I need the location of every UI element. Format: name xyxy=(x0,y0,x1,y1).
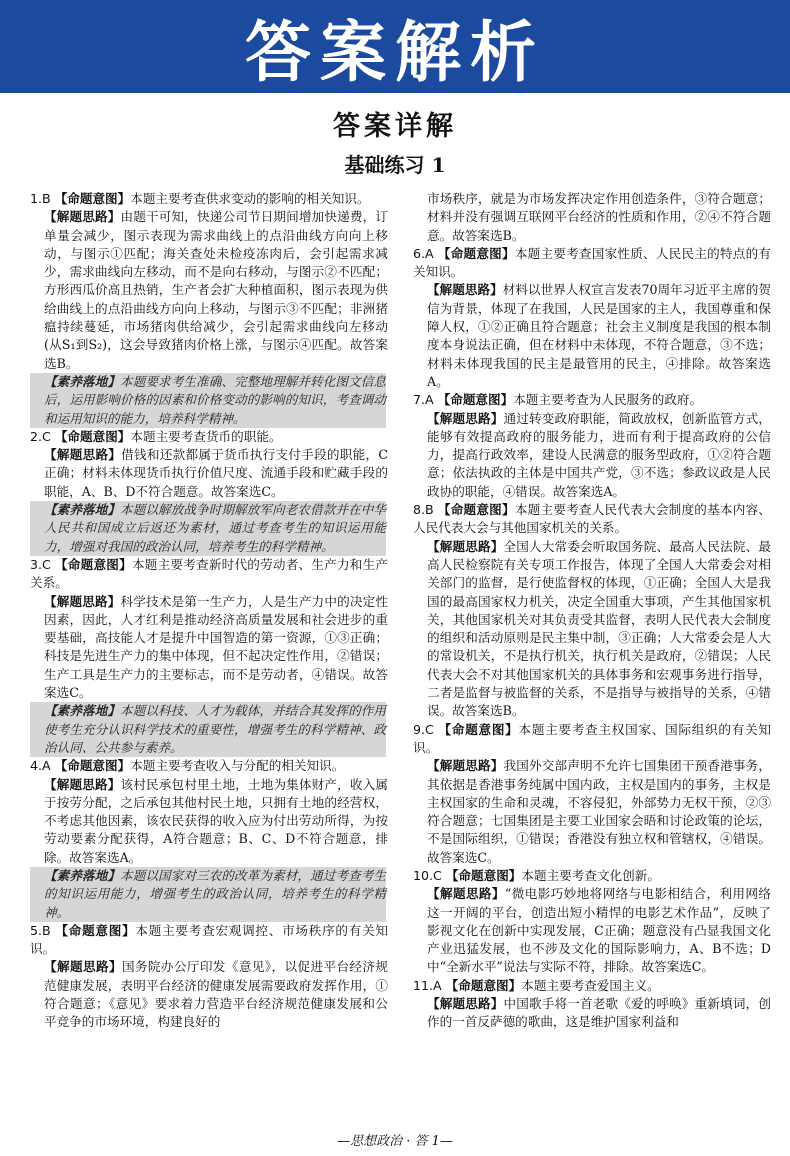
answer-text: 材料以世界人权宣言发表70周年习近平主席的贺信为背景，体现了在我国，人民是国家的主人，我国尊重和保障人权，①②正确且符合题意；社会主义制度是我国的根本制度本身说法正确，但在材料中未体现，不符合题意，③不选；材料未体现我国的民主是最管用的民主，④排除。故答案选A。 xyxy=(427,282,771,389)
answer-text: 由题干可知，快递公司节日期间增加快递费，订单量会减少，图示表现为需求曲线上的点沿曲线方向向上移动，与图示①匹配；海关查处未检疫冻肉后，会引起需求减少，需求曲线向左移动，而不是向右移动，与图示②不匹配；方形西瓜价高且热销，生产者会扩大种植面积，图示表现为供给曲线上的点沿曲线方向向上移动，与图示③不匹配；非洲猪瘟持续蔓延，市场猪肉供给减少，会引起需求曲线向左移动(从S₁到S₂)，这会导致猪肉价格上涨，与图示④匹配。故答案选B。 xyxy=(44,209,388,371)
answer-item xyxy=(30,428,388,446)
answer-text: 本题以科技、人才为载体，并结合其发挥的作用使考生充分认识科学技术的重要性，增强考生的科学精神、政治认同、公共参与素养。 xyxy=(44,703,387,755)
header-banner xyxy=(0,0,790,93)
answer-number: 2.C xyxy=(30,428,55,444)
section-tag: 【解题思路】 xyxy=(427,886,505,902)
answer-paragraph xyxy=(30,208,388,373)
answer-text: 本题主要考查文化创新。 xyxy=(521,867,660,883)
answer-item xyxy=(413,245,771,282)
answer-paragraph xyxy=(30,958,388,1031)
answer-paragraph xyxy=(30,446,388,501)
section-tag: 【素养落地】 xyxy=(44,373,121,389)
answer-text: 市场秩序，就是为市场发挥决定作用创造条件，③符合题意；材料并没有强调互联网平台经济的性质和作用，②④不符合题意。故答案选B。 xyxy=(427,191,771,243)
answer-item xyxy=(413,977,771,995)
answer-paragraph xyxy=(413,190,771,245)
answer-item xyxy=(30,922,388,959)
section-tag: 【素养落地】 xyxy=(44,502,121,518)
section-tag: 【命题意图】 xyxy=(437,392,514,408)
section-tag: 【解题思路】 xyxy=(44,209,121,225)
answer-number: 1.B xyxy=(30,191,55,206)
answer-paragraph xyxy=(413,757,771,867)
section-tag: 【命题意图】 xyxy=(55,556,132,572)
page-footer: —思想政治 · 答 1— xyxy=(337,1134,453,1149)
answer-paragraph xyxy=(413,281,771,391)
literacy-note xyxy=(30,501,386,556)
answer-text: 本题主要考查人民代表大会制度的基本内容、人民代表大会与其他国家机关的关系。 xyxy=(413,502,771,536)
answer-text: 中国歌手将一首老歌《爱的呼唤》重新填词，创作的一首反萨德的歌曲，这是维护国家利益和 xyxy=(427,996,771,1030)
left-column xyxy=(30,190,388,1140)
answer-item xyxy=(413,501,771,538)
answer-text: 本题主要考查爱国主义。 xyxy=(521,977,660,993)
answer-number: 5.B xyxy=(30,922,56,938)
section-tag: 【命题意图】 xyxy=(445,867,522,883)
answer-text: 通过转变政府职能，简政放权，创新监管方式，能够有效提高政府的服务能力，进而有利于提高政府的公信力，提高行政效率，建设人民满意的服务型政府，①②符合题意；依法执政的主体是中国共产党，③不选；参政议政是人民政协的职能，④错误。故答案选A。 xyxy=(427,410,771,499)
section-tag: 【命题意图】 xyxy=(55,922,136,938)
answer-number: 4.A xyxy=(30,758,55,774)
answer-number: 7.A xyxy=(413,392,438,408)
answer-text: 该村民承包村里土地，土地为集体财产，收入属于按劳分配，之后承包其他村民土地，只拥有土地的经营权，不考虑其他因素，该农民获得的收入应为付出劳动所得，为按劳动要素分配获得，A符合题意；B、C、D不符合题意，排除。故答案选A。 xyxy=(44,776,388,865)
answer-number: 6.A xyxy=(413,245,438,261)
section-tag: 【命题意图】 xyxy=(54,428,131,444)
answer-item xyxy=(30,757,388,775)
answer-text: 本题要求考生准确、完整地理解并转化图文信息后，运用影响价格的因素和价格变动的影响的知识，考查调动和运用知识的能力，培养科学精神。 xyxy=(44,373,387,426)
section-tag: 【素养落地】 xyxy=(44,703,121,719)
section-tag: 【解题思路】 xyxy=(427,758,504,774)
answer-number: 9.C xyxy=(413,721,439,737)
section-tag: 【命题意图】 xyxy=(445,977,522,993)
answer-number: 8.B xyxy=(413,502,438,518)
answer-text: 本题主要考查国家性质、人民民主的特点的有关知识。 xyxy=(413,245,771,280)
answer-paragraph xyxy=(30,776,388,867)
answer-item xyxy=(413,721,771,758)
section-tag: 【命题意图】 xyxy=(54,191,131,206)
answer-paragraph xyxy=(30,593,388,703)
section-tag: 【命题意图】 xyxy=(437,502,515,518)
answer-text: 本题主要考查收入与分配的相关知识。 xyxy=(130,758,345,774)
section-tag: 【命题意图】 xyxy=(437,245,515,261)
answer-item xyxy=(30,556,388,593)
answer-item xyxy=(413,867,771,885)
answer-number: 3.C xyxy=(30,556,56,572)
section-tag: 【解题思路】 xyxy=(427,282,503,298)
answer-paragraph xyxy=(413,410,771,501)
answer-text: 我国外交部声明不允许七国集团干预香港事务，其依据是香港事务纯属中国内政，主权是国内的事务，主权是主权国家的生命和灵魂，不容侵犯，外部势力无权干预，②③符合题意；七国集团是主要工业国家会晤和讨论政策的论坛，不是国际组织，①错误；香港没有独立权和管辖权，④错误。故答案选C。 xyxy=(427,758,771,865)
literacy-note xyxy=(30,702,386,757)
answer-text: 借钱和还款都属于货币执行支付手段的职能，C正确；材料未体现货币执行价值尺度、流通手段和贮藏手段的职能，A、B、D不符合题意。故答案选C。 xyxy=(44,447,388,499)
literacy-note xyxy=(30,867,386,922)
answer-text: 本题主要考查主权国家、国际组织的有关知识。 xyxy=(413,721,771,755)
answer-text: 本题主要考查宏观调控、市场秩序的有关知识。 xyxy=(30,922,388,957)
answer-text: 本题主要考查货币的职能。 xyxy=(130,428,282,444)
answer-text: 本题主要考查供求变动的影响的相关知识。 xyxy=(130,191,370,206)
section-tag: 【命题意图】 xyxy=(438,721,519,737)
section-tag: 【解题思路】 xyxy=(427,538,504,554)
page-subtitle: 答案详解 xyxy=(333,111,457,142)
answer-text: 全国人大常委会听取国务院、最高人民法院、最高人民检察院有关专项工作报告，体现了全国人大常委会对相关部门的监督，是行使监督权的体现，①正确；全国人大是我国的最高国家权力机关，决定全国重大事项，产生其他国家机关，其他国家机关对其负责受其监督，表明人民代表大会制度的组织和活动原则是民主集中制，③正确；人大常委会是人大的常设机关，不是执行机关，执行机关是政府，②错误；人民代表大会不对其他国家机关的具体事务和宏观事务进行指导，二者是监督与被监督的关系，不是指导与被指导的关系，④错误。故答案选B。 xyxy=(427,538,771,719)
section-tag: 【解题思路】 xyxy=(427,410,504,426)
answer-number: 11.A xyxy=(413,977,446,993)
section-tag: 【解题思路】 xyxy=(44,776,121,792)
answer-text: 本题主要考查为人民服务的政府。 xyxy=(513,392,703,408)
answer-paragraph xyxy=(413,995,771,1032)
answer-text: 本题以解放战争时期解放军向老农借款并在中华人民共和国成立后返还为素材，通过考查考生的知识运用能力，增强对我国的政治认同，培养考生的科学精神。 xyxy=(44,502,387,554)
answer-item xyxy=(30,190,388,208)
answer-paragraph xyxy=(413,538,771,721)
answer-paragraph xyxy=(413,885,771,976)
answer-text: “微电影巧妙地将网络与电影相结合，利用网络这一开阔的平台，创造出短小精悍的电影艺术作品”，反映了影视文化在创新中实现发展，C正确；题意没有凸显我国文化产业迅猛发展，也不涉及文化的国际影响力，A、B不选；D中“全新水平”说法与实际不符，排除。故答案选C。 xyxy=(427,886,771,975)
answer-text: 国务院办公厅印发《意见》，以促进平台经济规范健康发展，表明平台经济的健康发展需要政府发挥作用，①符合题意；《意见》要求着力营造平台经济规范健康发展和公平竞争的市场环境，构建良好的 xyxy=(44,959,388,1030)
answer-text: 科学技术是第一生产力，人是生产力中的决定性因素，因此，人才红利是推动经济高质量发展和社会进步的重要基础，高技能人才是提升中国智造的第一资源，①③正确；科技是先进生产力的集中体现，但不起决定性作用，②错误；生产工具是生产力的主要标志，而不是劳动者，④错误。故答案选C。 xyxy=(44,593,388,701)
section-tag: 【命题意图】 xyxy=(54,758,131,774)
answer-item xyxy=(413,391,771,409)
section-tag: 【解题思路】 xyxy=(44,447,122,463)
answer-text: 本题以国家对三农的改革为素材，通过考查考生的知识运用能力，增强考生的政治认同，培养考生的科学精神。 xyxy=(44,867,387,920)
section-tag: 【解题思路】 xyxy=(44,959,122,975)
answer-number: 10.C xyxy=(413,867,446,883)
right-column xyxy=(413,190,771,1140)
section-tag: 【素养落地】 xyxy=(44,867,121,883)
section-tag: 【解题思路】 xyxy=(44,593,121,609)
banner-title: 答案解析 xyxy=(245,14,545,91)
section-tag: 【解题思路】 xyxy=(427,996,504,1012)
answer-text: 本题主要考查新时代的劳动者、生产力和生产关系。 xyxy=(30,556,388,591)
literacy-note xyxy=(30,373,386,428)
section-title: 基础练习 1 xyxy=(344,153,446,177)
